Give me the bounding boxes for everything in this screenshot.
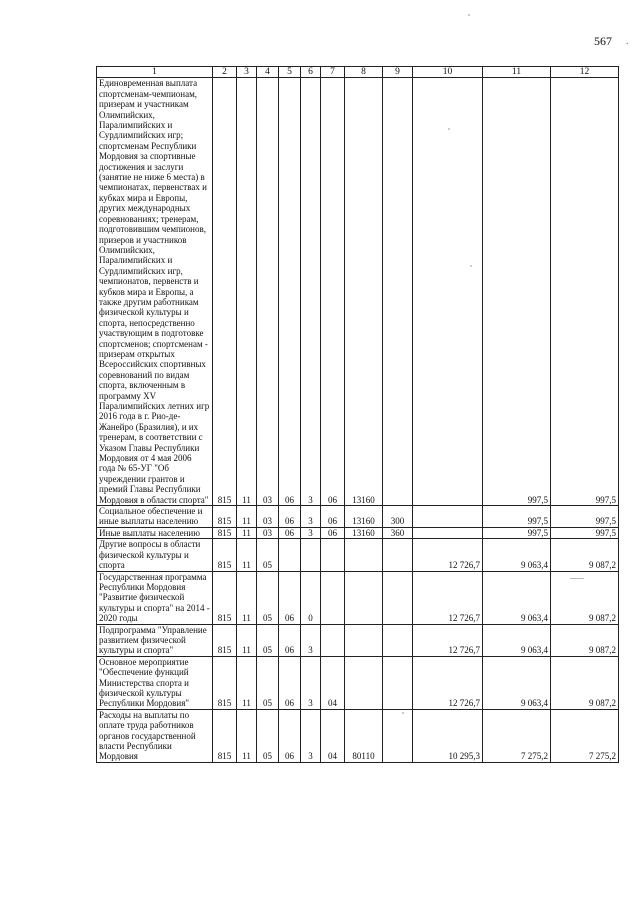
cell-amount-2: 9 063,4	[483, 539, 551, 571]
table-row	[97, 527, 619, 538]
cell-subsection: 05	[257, 709, 279, 762]
cell-subprogram: 3	[301, 78, 321, 506]
cell-program: 06	[279, 709, 301, 762]
cell-activity: 06	[321, 78, 345, 506]
cell-amount-3: 9 087,2	[551, 656, 619, 709]
cell-subprogram	[301, 539, 321, 571]
table-row	[97, 78, 619, 506]
table-row	[97, 506, 619, 528]
cell-expense-type	[383, 571, 413, 624]
cell-activity	[321, 539, 345, 571]
cell-amount-3: 9 087,2	[551, 571, 619, 624]
row-name: Подпрограмма "Управление развитием физической культуры и спорта"	[97, 624, 213, 656]
cell-amount-3: 9 087,2	[551, 624, 619, 656]
cell-amount-1	[413, 527, 483, 538]
column-header: 10	[413, 67, 483, 78]
cell-activity: 06	[321, 506, 345, 528]
column-header: 11	[483, 67, 551, 78]
cell-section: 11	[237, 624, 257, 656]
cell-expense-type	[383, 656, 413, 709]
cell-expense-type: 360	[383, 527, 413, 538]
cell-program: 06	[279, 656, 301, 709]
cell-amount-2: 9 063,4	[483, 624, 551, 656]
cell-program: 06	[279, 624, 301, 656]
cell-amount-2: 997,5	[483, 78, 551, 506]
table-header-row	[97, 67, 619, 78]
column-header: 5	[279, 67, 301, 78]
scan-speck	[468, 14, 470, 16]
cell-direction	[345, 571, 383, 624]
column-header: 3	[237, 67, 257, 78]
cell-subsection: 05	[257, 571, 279, 624]
cell-expense-type	[383, 709, 413, 762]
cell-subprogram: 3	[301, 656, 321, 709]
cell-subsection: 05	[257, 539, 279, 571]
cell-direction: 13160	[345, 527, 383, 538]
cell-section: 11	[237, 78, 257, 506]
row-name: Расходы на выплаты по оплате труда работников органов государственной власти Республики Мордовия	[97, 709, 213, 762]
cell-direction: 13160	[345, 78, 383, 506]
cell-expense-type	[383, 78, 413, 506]
cell-subprogram: 3	[301, 527, 321, 538]
table-row	[97, 571, 619, 624]
cell-amount-1	[413, 78, 483, 506]
cell-amount-2: 7 275,2	[483, 709, 551, 762]
cell-section: 11	[237, 571, 257, 624]
cell-expense-type	[383, 539, 413, 571]
cell-activity	[321, 624, 345, 656]
cell-subprogram: 3	[301, 506, 321, 528]
row-name: Государственная программа Республики Мордовия "Развитие физической культуры и спорта" на 2014 - 2020 годы	[97, 571, 213, 624]
cell-direction: 80110	[345, 709, 383, 762]
cell-activity	[321, 571, 345, 624]
cell-program: 06	[279, 571, 301, 624]
cell-amount-1: 12 726,7	[413, 571, 483, 624]
column-header: 7	[321, 67, 345, 78]
cell-subprogram: 3	[301, 624, 321, 656]
cell-program: 06	[279, 506, 301, 528]
cell-amount-1: 12 726,7	[413, 539, 483, 571]
cell-subsection: 05	[257, 624, 279, 656]
cell-amount-2: 9 063,4	[483, 571, 551, 624]
cell-amount-2: 997,5	[483, 506, 551, 528]
cell-subprogram: 3	[301, 709, 321, 762]
row-name: Иные выплаты населению	[97, 527, 213, 538]
cell-program: 06	[279, 78, 301, 506]
cell-subsection: 03	[257, 506, 279, 528]
cell-ministry: 815	[213, 506, 237, 528]
cell-amount-1: 12 726,7	[413, 656, 483, 709]
cell-section: 11	[237, 527, 257, 538]
cell-amount-3: 9 087,2	[551, 539, 619, 571]
table-row	[97, 709, 619, 762]
table-row	[97, 656, 619, 709]
cell-amount-2: 997,5	[483, 527, 551, 538]
cell-amount-3: 997,5	[551, 78, 619, 506]
column-header: 6	[301, 67, 321, 78]
cell-subsection: 05	[257, 656, 279, 709]
page-number: 567	[594, 34, 612, 48]
column-header: 9	[383, 67, 413, 78]
cell-amount-3: 7 275,2	[551, 709, 619, 762]
cell-section: 11	[237, 506, 257, 528]
cell-ministry: 815	[213, 539, 237, 571]
column-header: 12	[551, 67, 619, 78]
cell-program: 06	[279, 527, 301, 538]
cell-section: 11	[237, 539, 257, 571]
cell-ministry: 815	[213, 709, 237, 762]
row-name: Другие вопросы в области физической культуры и спорта	[97, 539, 213, 571]
column-header: 2	[213, 67, 237, 78]
cell-section: 11	[237, 656, 257, 709]
cell-program	[279, 539, 301, 571]
cell-direction: 13160	[345, 506, 383, 528]
row-name: Основное мероприятие "Обеспечение функций Министерства спорта и физической культуры Республики Мордовия"	[97, 656, 213, 709]
cell-activity: 04	[321, 656, 345, 709]
cell-activity: 06	[321, 527, 345, 538]
cell-direction	[345, 624, 383, 656]
cell-expense-type: 300	[383, 506, 413, 528]
cell-ministry: 815	[213, 527, 237, 538]
cell-ministry: 815	[213, 656, 237, 709]
cell-amount-3: 997,5	[551, 506, 619, 528]
column-header: 8	[345, 67, 383, 78]
corner-mark: .	[626, 36, 629, 47]
cell-amount-3: 997,5	[551, 527, 619, 538]
cell-direction	[345, 656, 383, 709]
cell-activity: 04	[321, 709, 345, 762]
cell-ministry: 815	[213, 78, 237, 506]
cell-ministry: 815	[213, 571, 237, 624]
row-name: Социальное обеспечение и иные выплаты населению	[97, 506, 213, 528]
cell-amount-2: 9 063,4	[483, 656, 551, 709]
column-header: 4	[257, 67, 279, 78]
cell-amount-1: 12 726,7	[413, 624, 483, 656]
cell-expense-type	[383, 624, 413, 656]
cell-subsection: 03	[257, 527, 279, 538]
cell-section: 11	[237, 709, 257, 762]
table-row	[97, 624, 619, 656]
cell-amount-1: 10 295,3	[413, 709, 483, 762]
cell-subprogram: 0	[301, 571, 321, 624]
column-header: 1	[97, 67, 213, 78]
row-name: Единовременная выплата спортсменам-чемпионам, призерам и участникам Олимпийских, Паралимпийских и Сурдлимпийских игр; спортсменам Республики Мордовия за спортивные достижения и заслуги (занятие не ниже 6 места) в чемпионатах, первенствах и кубках мира и Европы, других международных соревнованиях; тренерам, подготовившим чемпионов, призеров и участников Олимпийских, Паралимпийских и Сурдлимпийских игр, чемпионатов, первенств и кубков мира и Европы, а также другим работникам физической культуры и спорта, непосредственно участвующим в подготовке спортсменов; спортсменам - призерам открытых Всероссийских спортивных соревнований по видам спорта, включенным в программу XV Паралимпийских летних игр 2016 года в г. Рио-де-Жанейро (Бразилия), и их тренерам, в соответствии с Указом Главы Республики Мордовия от 4 мая 2006 года № 65-УГ "Об учреждении грантов и премий Главы Республики Мордовия в области спорта"	[97, 78, 213, 506]
budget-table	[96, 66, 619, 763]
cell-subsection: 03	[257, 78, 279, 506]
cell-ministry: 815	[213, 624, 237, 656]
table-row	[97, 539, 619, 571]
cell-direction	[345, 539, 383, 571]
cell-amount-1	[413, 506, 483, 528]
